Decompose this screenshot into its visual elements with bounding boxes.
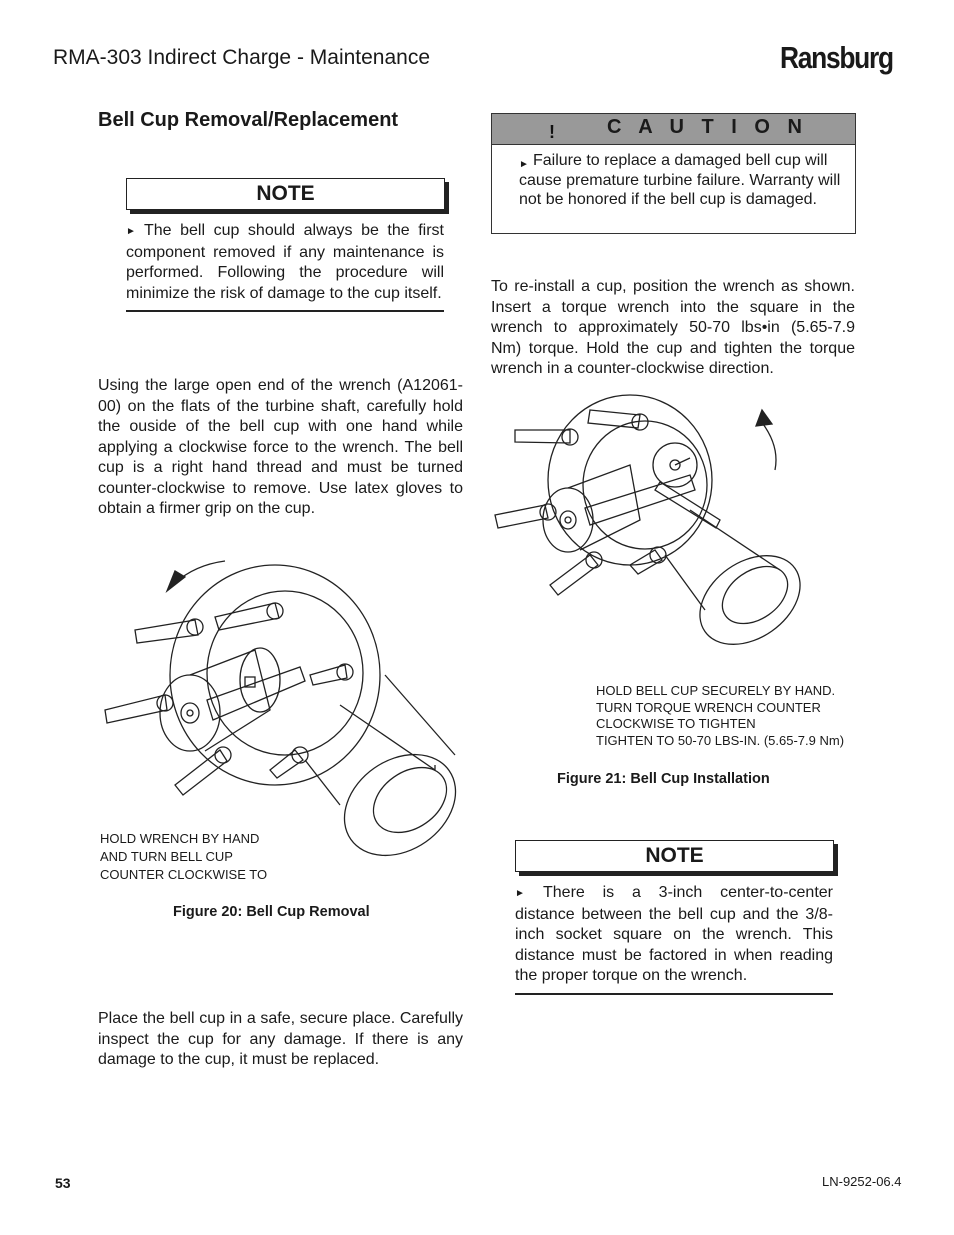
note-body [515,883,833,995]
warning-triangle-icon [539,118,565,141]
note-text: There is a 3-inch center-to-center distance between the bell cup and the 3/8-inch socket square on the wrench. This distance must be factored in when reading the proper torque on the wrench. [515,884,833,984]
rotation-arrow-icon [167,571,185,591]
note-label: NOTE [256,182,315,205]
caution-box [491,113,856,234]
bullet-arrow-icon: ► [519,159,529,170]
page-header-title: RMA-303 Indirect Charge - Maintenance [53,46,431,69]
caution-header [492,114,855,145]
brand-logo: Ransburg [780,40,893,75]
caution-text: Failure to replace a damaged bell cup will cause premature turbine failure. Warranty will not be honored if the bell cup is damaged. [519,152,841,208]
figure-21-label-line: TURN TORQUE WRENCH COUNTER [596,699,821,715]
figure-21-caption: Figure 21: Bell Cup Installation [557,771,770,787]
figure-21-label-line: TIGHTEN TO 50-70 LBS-IN. (5.65-7.9 Nm) [596,732,845,748]
note-body [126,221,444,312]
figure-20-caption: Figure 20: Bell Cup Removal [173,904,370,920]
page-number: 53 [55,1175,71,1191]
note-text: The bell cup should always be the first component removed if any maintenance is performed. Following the procedure will minimize the risk of damage to the cup itself. [126,222,444,302]
paragraph-removal: Using the large open end of the wrench (A12061-00) on the flats of the turbine shaft, carefully hold the ouside of the bell cup with one hand while applying a clockwise force to the wrench. The bell cup is a right hand thread and must be turned counter-clockwise to remove. Use latex gloves to obtain a firmer grip on the cup. [98,377,463,517]
figure-20-label [100,830,360,884]
bullet-arrow-icon: ► [126,226,136,237]
figure-21-illustration [490,390,810,650]
section-title: Bell Cup Removal/Replacement [98,109,399,131]
document-id: LN-9252-06.4 [822,1174,902,1189]
figure-20-illustration [95,555,470,875]
figure-20-label-line: COUNTER CLOCKWISE TO [100,867,268,882]
note-label: NOTE [645,844,704,867]
paragraph-inspect: Place the bell cup in a safe, secure place. Carefully inspect the cup for any damage. If there is any damage to the cup, it must be replaced. [98,1010,463,1068]
warning-glyph: ! [549,122,555,141]
paragraph-reinstall: To re-install a cup, position the wrench as shown. Insert a torque wrench into the square in the wrench to approximately 50-70 lbs•in (5.65-7.9 Nm) torque. Hold the cup and tighten the torque wrench in a counter-clockwise direction. [491,278,855,377]
figure-21-label-line: CLOCKWISE TO TIGHTEN [596,716,756,731]
figure-21-label [596,683,866,749]
rotation-arrow-icon [756,410,772,426]
caution-body [492,145,855,216]
note-header [515,840,834,872]
note-header [126,178,445,210]
bullet-arrow-icon: ► [515,888,525,899]
caution-title: C A U T I O N [607,116,808,138]
figure-20-label-line: AND TURN BELL CUP [100,849,233,864]
figure-20-label-line: HOLD WRENCH BY HAND [100,831,260,846]
figure-21-label-line: HOLD BELL CUP SECURELY BY HAND. [596,683,836,698]
